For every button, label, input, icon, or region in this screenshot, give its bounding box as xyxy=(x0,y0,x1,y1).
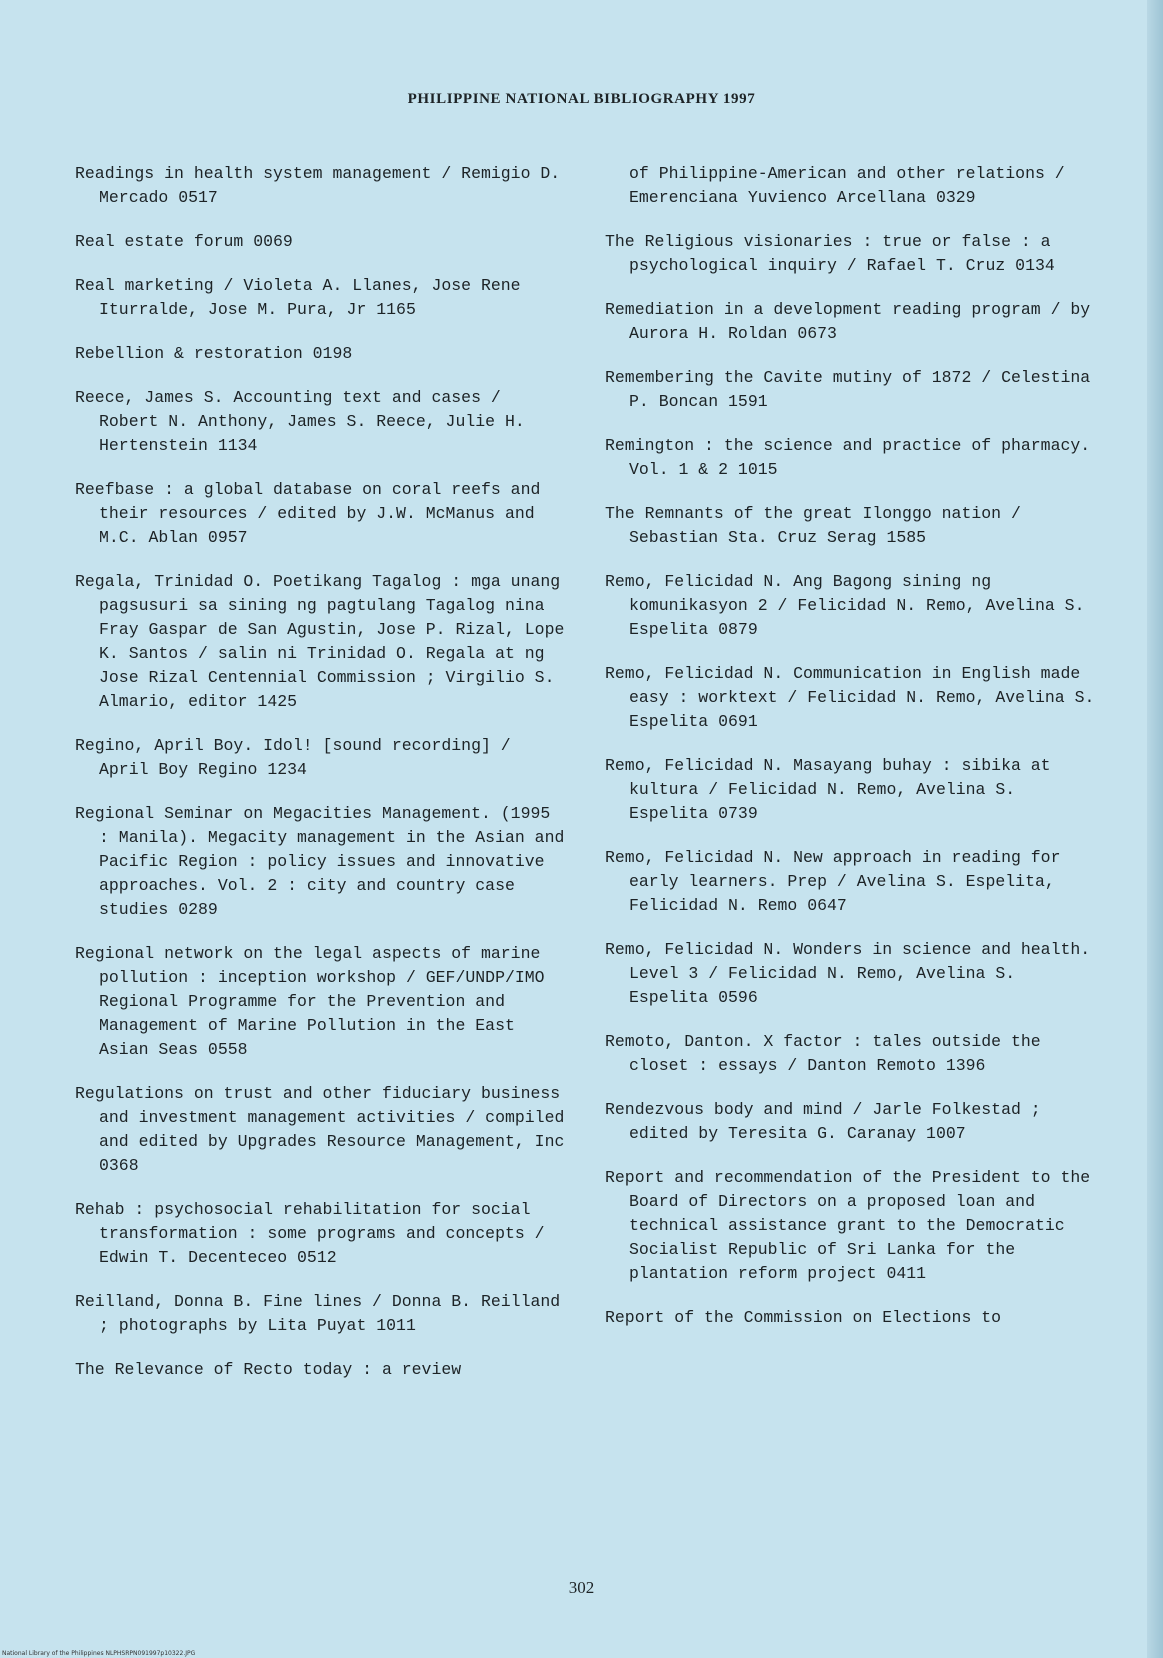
bibliography-entry: Rendezvous body and mind / Jarle Folkestad ; edited by Teresita G. Caranay 1007 xyxy=(605,1100,1041,1143)
bibliography-entry: Regala, Trinidad O. Poetikang Tagalog : mga unang pagsusuri sa sining ng pagtulang Tagalog nina Fray Gaspar de San Agustin, Jose P. Rizal, Lope K. Santos / salin ni Trinidad O. Regala at ng Jose Rizal Centennial Commission ; Virgilio S. Almario, editor 1425 xyxy=(75,572,565,711)
bibliography-entry: Rehab : psychosocial rehabilitation for social transformation : some programs and concepts / Edwin T. Decenteceo 0512 xyxy=(75,1200,545,1267)
bibliography-entry: Report of the Commission on Elections to xyxy=(605,1308,1002,1327)
bibliography-entry: Remington : the science and practice of pharmacy. Vol. 1 & 2 1015 xyxy=(605,436,1091,479)
bibliography-entry: Regional network on the legal aspects of marine pollution : inception workshop / GEF/UNDP/IMO Regional Programme for the Prevention and Management of Marine Pollution in the East Asian Seas 0558 xyxy=(75,944,545,1059)
bibliography-entry: Readings in health system management / Remigio D. Mercado 0517 xyxy=(75,164,561,207)
bibliography-entry: Remediation in a development reading program / by Aurora H. Roldan 0673 xyxy=(605,300,1091,343)
bibliography-entry-continued: of Philippine-American and other relations / Emerenciana Yuvienco Arcellana 0329 xyxy=(629,164,1065,207)
bibliography-entry: Remembering the Cavite mutiny of 1872 / Celestina P. Boncan 1591 xyxy=(605,368,1091,411)
bibliography-entry: Real marketing / Violeta A. Llanes, Jose Rene Iturralde, Jose M. Pura, Jr 1165 xyxy=(75,276,521,319)
bibliography-entry: Remo, Felicidad N. Wonders in science and health. Level 3 / Felicidad N. Remo, Avelina S. Espelita 0596 xyxy=(605,940,1091,1007)
bibliography-entry: Rebellion & restoration 0198 xyxy=(75,344,353,363)
bibliography-entry: Regulations on trust and other fiduciary business and investment management activities / compiled and edited by Upgrades Resource Management, Inc 0368 xyxy=(75,1084,565,1175)
page-number: 302 xyxy=(568,1578,595,1597)
bibliography-entry: Regional Seminar on Megacities Management. (1995 : Manila). Megacity management in the Asian and Pacific Region : policy issues and innovative approaches. Vol. 2 : city and country case studies 0289 xyxy=(75,804,565,919)
bibliography-entry: The Religious visionaries : true or false : a psychological inquiry / Rafael T. Cruz 0134 xyxy=(605,232,1055,275)
bibliography-entry: Remo, Felicidad N. New approach in reading for early learners. Prep / Avelina S. Espelita, Felicidad N. Remo 0647 xyxy=(605,848,1061,915)
bibliography-entry: Reefbase : a global database on coral reefs and their resources / edited by J.W. McManus and M.C. Ablan 0957 xyxy=(75,480,541,547)
page-header: PHILIPPINE NATIONAL BIBLIOGRAPHY 1997 xyxy=(407,91,756,107)
bibliography-entry: Remo, Felicidad N. Masayang buhay : sibika at kultura / Felicidad N. Remo, Avelina S. Espelita 0739 xyxy=(605,756,1051,823)
bibliography-entry: Reilland, Donna B. Fine lines / Donna B. Reilland ; photographs by Lita Puyat 1011 xyxy=(75,1292,561,1335)
bibliography-entry: Remoto, Danton. X factor : tales outside the closet : essays / Danton Remoto 1396 xyxy=(605,1032,1041,1075)
bibliography-entry: Remo, Felicidad N. Communication in English made easy : worktext / Felicidad N. Remo, Avelina S. Espelita 0691 xyxy=(605,664,1095,731)
bibliography-entry: Regino, April Boy. Idol! [sound recording] / April Boy Regino 1234 xyxy=(75,736,511,779)
bibliography-entry: The Remnants of the great Ilonggo nation / Sebastian Sta. Cruz Serag 1585 xyxy=(605,504,1021,547)
bibliography-entry: The Relevance of Recto today : a review xyxy=(75,1360,462,1379)
bibliography-entry: Reece, James S. Accounting text and cases / Robert N. Anthony, James S. Reece, Julie H. Hertenstein 1134 xyxy=(75,388,525,455)
left-column xyxy=(75,162,565,1402)
right-column xyxy=(605,162,1095,1350)
scan-caption: National Library of the Philippines NLPHSRPN091997p10322.JPG xyxy=(2,1650,196,1657)
bibliography-entry: Real estate forum 0069 xyxy=(75,232,293,251)
bibliography-entry: Remo, Felicidad N. Ang Bagong sining ng komunikasyon 2 / Felicidad N. Remo, Avelina S. Espelita 0879 xyxy=(605,572,1085,639)
bibliography-entry: Report and recommendation of the President to the Board of Directors on a proposed loan and technical assistance grant to the Democratic Socialist Republic of Sri Lanka for the plantation reform project 0411 xyxy=(605,1168,1091,1283)
page-edge-shadow xyxy=(1147,0,1163,1658)
